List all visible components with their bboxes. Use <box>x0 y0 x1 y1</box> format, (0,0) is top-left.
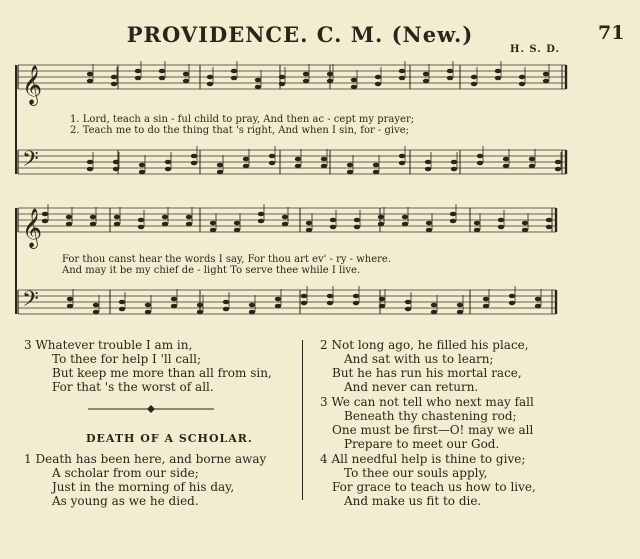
stanza-right-4 <box>320 452 620 508</box>
note-head <box>295 157 301 162</box>
note-head <box>399 154 405 159</box>
verse-line: A scholar from our side; <box>52 466 199 480</box>
verse-number: 1 <box>24 452 32 466</box>
note-head <box>347 170 353 175</box>
verse-line: To thee for help I 'll call; <box>52 352 201 366</box>
note-head <box>162 215 168 220</box>
verse-line: Beneath thy chastening rod; <box>344 409 517 423</box>
note-head <box>275 297 281 302</box>
verse-line: One must be first—O! may we all <box>332 423 534 437</box>
note-head <box>498 225 504 230</box>
verse-line: We can not tell who next may fall <box>331 395 534 409</box>
note-head <box>223 300 229 305</box>
stanza-left-3 <box>24 338 294 394</box>
staff <box>18 65 566 89</box>
note-head <box>171 304 177 309</box>
note-head <box>171 297 177 302</box>
note-head <box>402 215 408 220</box>
note-head <box>303 79 309 84</box>
hymn-title: PROVIDENCE. C. M. (New.) <box>126 22 474 47</box>
stanza-right-3 <box>320 395 620 451</box>
note-head <box>234 221 240 226</box>
note-head <box>191 154 197 159</box>
note-head <box>255 85 261 90</box>
note-head <box>87 72 93 77</box>
note-head <box>546 225 552 230</box>
note-head <box>66 215 72 220</box>
note-head <box>243 157 249 162</box>
note-head <box>223 307 229 312</box>
note-head <box>90 215 96 220</box>
note-head <box>119 300 125 305</box>
note-head <box>111 75 117 80</box>
note-head <box>447 69 453 74</box>
note-head <box>87 160 93 165</box>
verse-line: And never can return. <box>344 380 479 394</box>
note-head <box>522 228 528 233</box>
verse-line: All needful help is thine to give; <box>331 452 526 466</box>
note-head <box>450 219 456 224</box>
note-head <box>555 160 561 165</box>
note-head <box>207 82 213 87</box>
note-head <box>378 215 384 220</box>
note-head <box>234 228 240 233</box>
lyrics-system2-verse1: For thou canst hear the words I say, For thou art ev' - ry - where. <box>62 254 392 265</box>
note-head <box>471 82 477 87</box>
note-head <box>495 76 501 81</box>
note-head <box>231 76 237 81</box>
note-head <box>498 218 504 223</box>
note-head <box>67 297 73 302</box>
note-head <box>483 297 489 302</box>
note-head <box>503 164 509 169</box>
stanza-right-2 <box>320 338 620 394</box>
note-head <box>93 310 99 315</box>
note-head <box>135 76 141 81</box>
lyrics-system2-verse2: And may it be my chief de - light To serve thee while I live. <box>62 265 361 276</box>
composer-initials: H. S. D. <box>510 44 561 55</box>
staff <box>18 150 566 174</box>
note-head <box>529 164 535 169</box>
bass-clef-icon: 𝄢 <box>22 287 39 317</box>
note-head <box>162 222 168 227</box>
note-head <box>457 303 463 308</box>
bass-clef-icon: 𝄢 <box>22 147 39 177</box>
note-head <box>546 218 552 223</box>
stanza-death-1 <box>24 452 294 508</box>
note-head <box>138 225 144 230</box>
note-head <box>353 294 359 299</box>
note-head <box>503 157 509 162</box>
note-head <box>191 161 197 166</box>
note-head <box>301 301 307 306</box>
note-head <box>42 219 48 224</box>
note-head <box>471 75 477 80</box>
ornamental-divider <box>88 404 214 414</box>
note-head <box>87 79 93 84</box>
note-head <box>450 212 456 217</box>
note-head <box>354 218 360 223</box>
note-head <box>243 164 249 169</box>
note-head <box>351 85 357 90</box>
note-head <box>330 225 336 230</box>
note-head <box>159 76 165 81</box>
second-hymn-title: DEATH OF A SCHOLAR. <box>86 432 253 445</box>
note-head <box>474 221 480 226</box>
note-head <box>451 167 457 172</box>
lyrics-system1-verse1: 1. Lord, teach a sin - ful child to pray, And then ac - cept my prayer; <box>70 114 415 125</box>
note-head <box>139 170 145 175</box>
verse-number: 2 <box>320 338 328 352</box>
note-head <box>405 300 411 305</box>
verse-line: Prepare to meet our God. <box>344 437 500 451</box>
note-head <box>111 82 117 87</box>
note-head <box>426 221 432 226</box>
note-head <box>295 164 301 169</box>
note-head <box>217 163 223 168</box>
note-head <box>535 297 541 302</box>
note-head <box>399 69 405 74</box>
note-head <box>145 303 151 308</box>
note-head <box>447 76 453 81</box>
note-head <box>114 222 120 227</box>
note-head <box>543 72 549 77</box>
note-head <box>93 303 99 308</box>
note-head <box>405 307 411 312</box>
note-head <box>249 310 255 315</box>
note-head <box>354 225 360 230</box>
note-head <box>282 215 288 220</box>
note-head <box>373 163 379 168</box>
treble-clef-icon: 𝄞 <box>22 65 43 105</box>
note-head <box>423 72 429 77</box>
note-head <box>119 307 125 312</box>
verse-line: For that 's the worst of all. <box>52 380 214 394</box>
note-head <box>255 78 261 83</box>
verse-line: Not long ago, he filled his place, <box>331 338 529 352</box>
note-head <box>258 212 264 217</box>
lyrics-system1-verse2: 2. Teach me to do the thing that 's right, And when I sin, for - give; <box>70 125 410 136</box>
note-head <box>509 294 515 299</box>
note-head <box>477 154 483 159</box>
note-head <box>373 170 379 175</box>
note-head <box>186 215 192 220</box>
column-divider <box>302 340 303 500</box>
note-head <box>210 228 216 233</box>
verse-line: And make us fit to die. <box>344 494 482 508</box>
note-head <box>402 222 408 227</box>
verse-line: Whatever trouble I am in, <box>35 338 193 352</box>
note-head <box>269 154 275 159</box>
verse-number: 3 <box>24 338 32 352</box>
note-head <box>135 69 141 74</box>
note-head <box>347 163 353 168</box>
note-head <box>399 161 405 166</box>
note-head <box>535 304 541 309</box>
note-head <box>529 157 535 162</box>
note-head <box>327 294 333 299</box>
verse-line: For grace to teach us how to live, <box>332 480 536 494</box>
note-head <box>306 228 312 233</box>
verse-line: But he has run his mortal race, <box>332 366 522 380</box>
note-head <box>258 219 264 224</box>
note-head <box>114 215 120 220</box>
page-number: 71 <box>598 22 625 44</box>
note-head <box>477 161 483 166</box>
note-head <box>351 78 357 83</box>
verse-line: Just in the morning of his day, <box>52 480 235 494</box>
verse-line: And sat with us to learn; <box>344 352 494 366</box>
note-head <box>306 221 312 226</box>
note-head <box>145 310 151 315</box>
note-head <box>282 222 288 227</box>
note-head <box>249 303 255 308</box>
note-head <box>483 304 489 309</box>
note-head <box>210 221 216 226</box>
note-head <box>321 157 327 162</box>
note-head <box>495 69 501 74</box>
note-head <box>42 212 48 217</box>
note-head <box>327 301 333 306</box>
note-head <box>457 310 463 315</box>
note-head <box>303 72 309 77</box>
note-head <box>431 303 437 308</box>
note-head <box>425 160 431 165</box>
note-head <box>165 160 171 165</box>
note-head <box>509 301 515 306</box>
note-head <box>183 79 189 84</box>
note-head <box>301 294 307 299</box>
note-head <box>519 82 525 87</box>
treble-clef-icon: 𝄞 <box>22 208 43 248</box>
note-head <box>522 221 528 226</box>
note-head <box>186 222 192 227</box>
note-head <box>474 228 480 233</box>
note-head <box>375 75 381 80</box>
verse-line: To thee our souls apply, <box>344 466 488 480</box>
verse-line: As young as we he died. <box>52 494 199 508</box>
note-head <box>426 228 432 233</box>
note-head <box>519 75 525 80</box>
note-head <box>321 164 327 169</box>
note-head <box>431 310 437 315</box>
note-head <box>66 222 72 227</box>
note-head <box>423 79 429 84</box>
note-head <box>555 167 561 172</box>
note-head <box>275 304 281 309</box>
note-head <box>330 218 336 223</box>
note-head <box>67 304 73 309</box>
verse-line: Death has been here, and borne away <box>35 452 267 466</box>
note-head <box>353 301 359 306</box>
note-head <box>375 82 381 87</box>
note-head <box>87 167 93 172</box>
note-head <box>159 69 165 74</box>
note-head <box>207 75 213 80</box>
verse-line: But keep me more than all from sin, <box>52 366 272 380</box>
note-head <box>90 222 96 227</box>
note-head <box>399 76 405 81</box>
note-head <box>139 163 145 168</box>
note-head <box>269 161 275 166</box>
verse-number: 4 <box>320 452 328 466</box>
note-head <box>378 222 384 227</box>
note-head <box>183 72 189 77</box>
note-head <box>231 69 237 74</box>
verse-number: 3 <box>320 395 328 409</box>
note-head <box>165 167 171 172</box>
note-head <box>138 218 144 223</box>
note-head <box>217 170 223 175</box>
note-head <box>425 167 431 172</box>
note-head <box>451 160 457 165</box>
note-head <box>543 79 549 84</box>
